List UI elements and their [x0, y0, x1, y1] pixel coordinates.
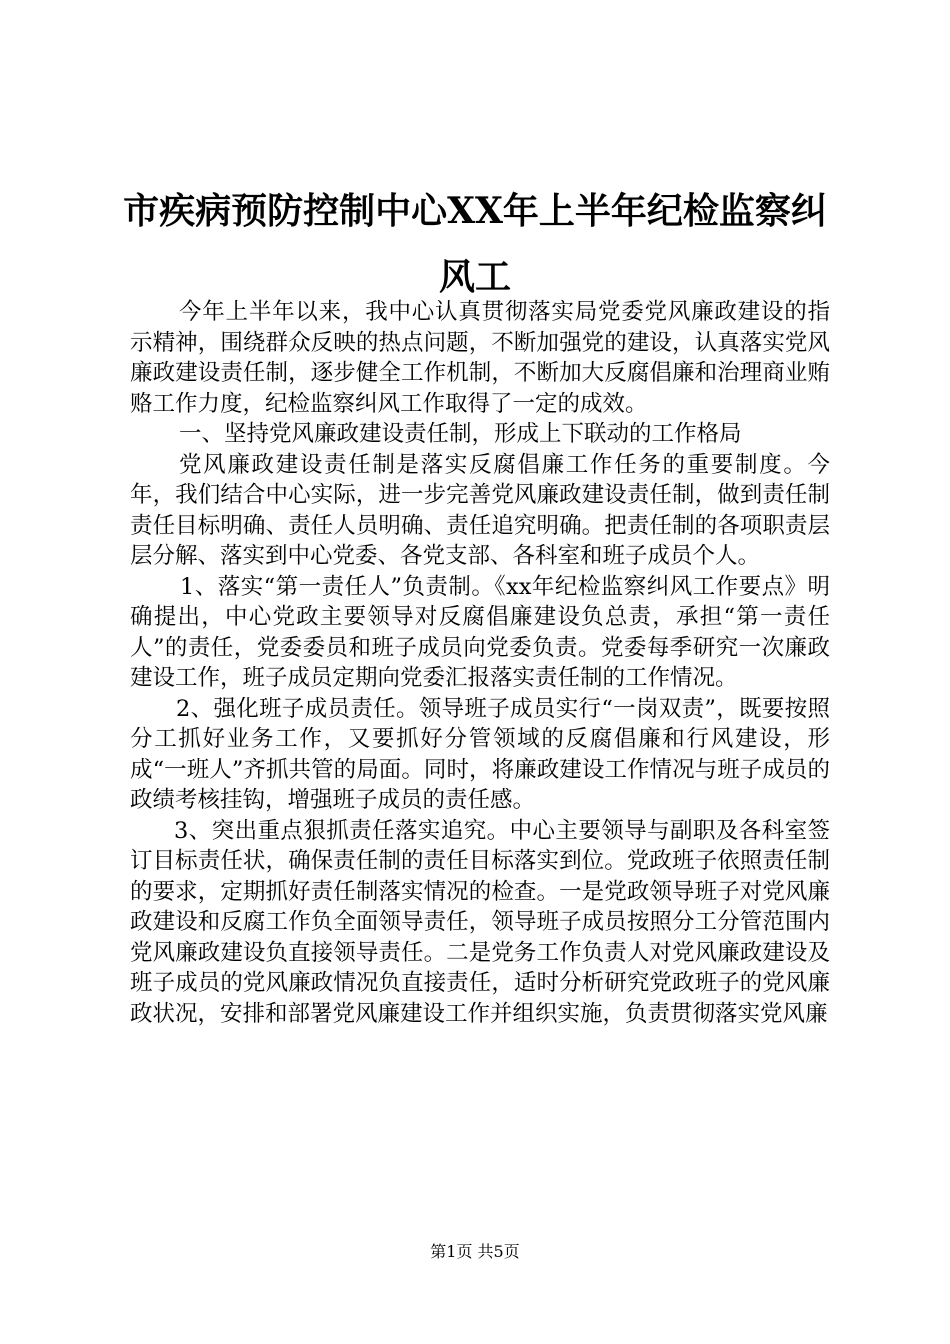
paragraph-item-3: 3、突出重点狠抓责任落实追究。中心主要领导与副职及各科室签订目标责任状，确保责任制的责任目标落实到位。党政班子依照责任制的要求，定期抓好责任制落实情况的检查。一是党政领导班子对党风廉政建设和反腐工作负全面领导责任，领导班子成员按照分工分管范围内党风廉政建设负直接领导责任。二是党务工作负责人对党风廉政建设及班子成员的党风廉政情况负直接责任，适时分析研究党政班子的党风廉政状况，安排和部署党风廉建设工作并组织实施，负责贯彻落实党风廉 [130, 817, 830, 1027]
paragraph-item-2: 2、强化班子成员责任。领导班子成员实行“一岗双责”，既要按照分工抓好业务工作，又要抓好分管领域的反腐倡廉和行风建设，形成“一班人”齐抓共管的局面。同时，将廉政建设工作情况与班子成员的政绩考核挂钩，增强班子成员的责任感。 [130, 695, 830, 813]
section-heading-1: 一、坚持党风廉政建设责任制，形成上下联动的工作格局 [179, 421, 742, 447]
document-body [130, 297, 830, 1029]
paragraph-item-1: 1、落实“第一责任人”负责制。《xx年纪检监察纠风工作要点》明确提出，中心党政主要领导对反腐倡廉建设负总责，承担“第一责任人”的责任，党委委员和班子成员向党委负责。党委每季研究一次廉政建设工作，班子成员定期向党委汇报落实责任制的工作情况。 [130, 573, 830, 691]
document-title: 市疾病预防控制中心XX年上半年纪检监察纠风工 [123, 190, 827, 298]
paragraph-responsibility-system: 党风廉政建设责任制是落实反腐倡廉工作任务的重要制度。今年，我们结合中心实际，进一步完善党风廉政建设责任制，做到责任制责任目标明确、责任人员明确、责任追究明确。把责任制的各项职责层层分解、落实到中心党委、各党支部、各科室和班子成员个人。 [130, 451, 830, 569]
paragraph-intro: 今年上半年以来，我中心认真贯彻落实局党委党风廉政建设的指示精神，围绕群众反映的热点问题，不断加强党的建设，认真落实党风廉政建设责任制，逐步健全工作机制，不断加大反腐倡廉和治理商业贿赂工作力度，纪检监察纠风工作取得了一定的成效。 [130, 299, 830, 417]
page-footer: 第1页 共5页 [430, 1242, 520, 1261]
